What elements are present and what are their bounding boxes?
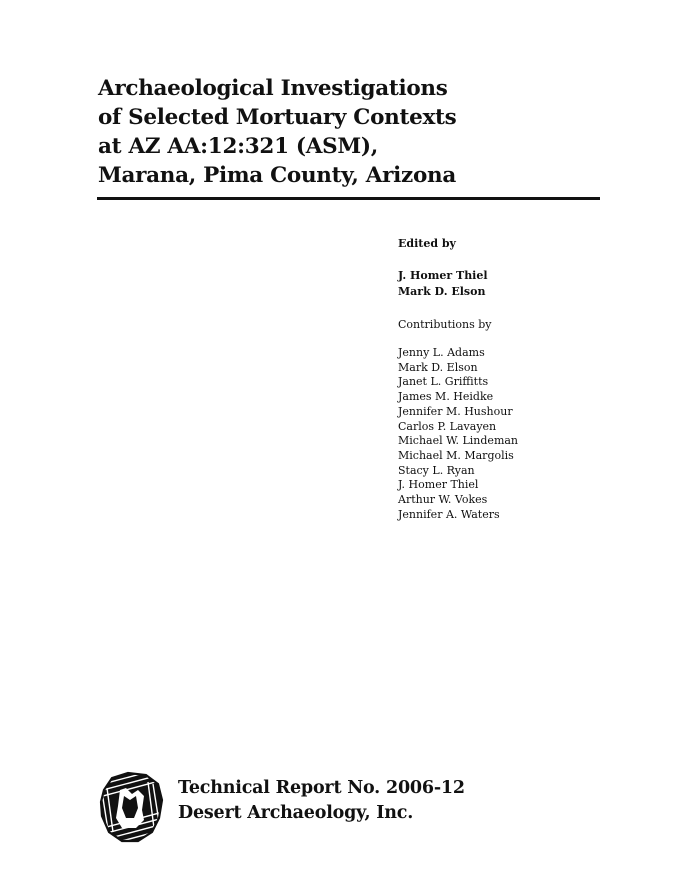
desert-archaeology-logo-icon: [98, 770, 164, 844]
contributor-name: Jenny L. Adams: [398, 346, 485, 359]
title-line: Marana, Pima County, Arizona: [98, 163, 456, 188]
report-title: [98, 74, 618, 190]
publisher-name: Desert Archaeology, Inc.: [178, 803, 414, 823]
contributor-name: Janet L. Griffitts: [398, 375, 489, 389]
contributor-name: Jennifer A. Waters: [398, 507, 500, 521]
contributor-name: Michael W. Lindeman: [398, 434, 519, 448]
contributor-name: Carlos P. Lavayen: [398, 419, 497, 433]
contributors-list: [398, 346, 668, 522]
credits: [398, 236, 668, 522]
title-line: Archaeological Investigations: [98, 76, 448, 101]
contributor-name: Michael M. Margolis: [398, 448, 514, 462]
contributor-name: Stacy L. Ryan: [398, 463, 475, 477]
report-number: Technical Report No. 2006-12: [178, 778, 465, 798]
editors-list: [398, 268, 668, 300]
edited-by-heading: Edited by: [398, 237, 456, 250]
editor-name: Mark D. Elson: [398, 285, 486, 298]
footer-text: [178, 776, 465, 826]
contributions-heading: Contributions by: [398, 318, 492, 331]
footer: [98, 768, 618, 858]
contributor-name: Arthur W. Vokes: [398, 493, 488, 507]
title-rule: [97, 197, 600, 200]
title-line: of Selected Mortuary Contexts: [98, 105, 457, 130]
title-line: at AZ AA:12:321 (ASM),: [98, 134, 378, 159]
contributor-name: J. Homer Thiel: [398, 478, 479, 492]
editor-name: J. Homer Thiel: [398, 269, 488, 282]
contributor-name: Mark D. Elson: [398, 360, 478, 374]
contributor-name: James M. Heidke: [398, 390, 494, 404]
contributor-name: Jennifer M. Hushour: [398, 404, 513, 418]
